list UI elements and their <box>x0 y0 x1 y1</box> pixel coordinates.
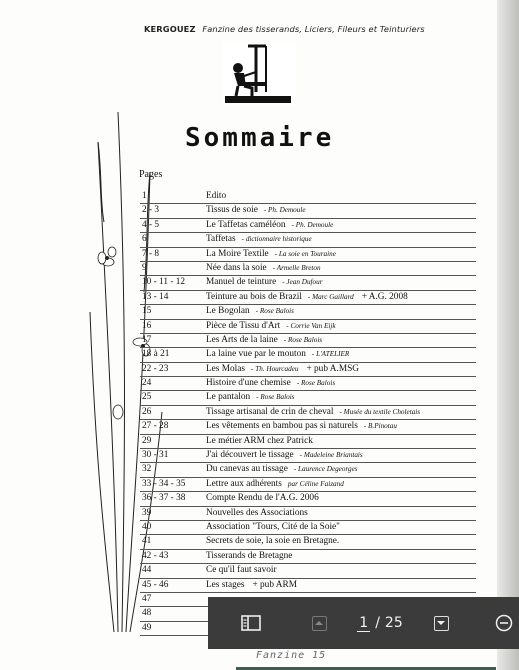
toc-page-number: 33 - 34 - 35 <box>142 478 186 489</box>
toc-entry-title: Tissage artisanal de crin de cheval <box>206 406 334 417</box>
pdf-viewer-toolbar <box>208 597 519 649</box>
table-of-contents <box>140 190 476 636</box>
toc-entry-title: Manuel de teinture <box>206 277 277 288</box>
toc-entry-title: Du canevas au tissage <box>206 464 288 475</box>
toc-page-number: 15 <box>142 306 152 317</box>
toc-row <box>140 521 476 535</box>
toc-entry-title: Association "Tours, Cité de la Soie" <box>206 521 340 532</box>
toc-row <box>140 320 476 334</box>
toc-entry-title: La laine vue par le mouton <box>206 349 306 360</box>
toc-entry-author: - Rose Balois <box>296 379 336 388</box>
toc-entry-title: J'ai découvert le tissage <box>206 450 294 461</box>
toc-entry <box>206 507 308 520</box>
toc-entry-author: - Jean Dufour <box>282 278 323 287</box>
toc-page-number: 9 <box>142 262 147 273</box>
toc-page-number: 29 <box>142 435 152 446</box>
toc-row <box>140 262 476 276</box>
toc-row <box>140 463 476 477</box>
toc-row <box>140 391 476 405</box>
toc-entry-author: - Ph. Demoule <box>291 220 334 229</box>
toc-row <box>140 334 476 348</box>
toc-entry-author: - Rose Balois <box>256 393 295 402</box>
toc-entry <box>206 363 359 376</box>
toc-entry-extra: + pub A.MSG <box>306 363 359 374</box>
toc-entry <box>206 550 292 563</box>
toc-row <box>140 348 476 362</box>
toc-page-number: 17 <box>142 334 152 345</box>
zoom-out-button[interactable] <box>492 597 516 649</box>
toc-entry-title: Histoire d'une chemise <box>206 378 291 389</box>
toc-entry-title: Les vêtements en bambou pas si naturels <box>206 421 358 432</box>
toc-page-number: 30 - 31 <box>142 450 169 461</box>
toc-entry <box>206 320 336 333</box>
toc-page-number: 22 - 23 <box>142 363 169 374</box>
toc-entry <box>206 190 226 203</box>
toc-entry <box>206 334 322 347</box>
toc-entry <box>206 521 340 534</box>
toc-entry <box>206 535 339 548</box>
toc-entry-title: Ce qu'il faut savoir <box>206 565 277 576</box>
toc-entry <box>206 449 363 462</box>
toc-row <box>140 507 476 521</box>
toc-page-number: 6 <box>142 234 147 245</box>
toc-row <box>140 492 476 506</box>
toc-row <box>140 535 476 549</box>
toc-entry-author: - Rose Balois <box>255 307 294 316</box>
toc-page-number: 48 <box>142 608 152 619</box>
toc-row <box>140 478 476 492</box>
toc-page-number: 49 <box>142 622 152 633</box>
toc-entry-author: - L'ATELIER <box>311 350 350 359</box>
toc-entry <box>206 276 323 289</box>
toc-row <box>140 233 476 247</box>
toc-page-number: 26 <box>142 406 152 417</box>
toc-entry-author: - Corrie Van Eijk <box>286 321 336 330</box>
toc-row <box>140 204 476 218</box>
toc-page-number: 7 - 8 <box>142 248 160 259</box>
toc-entry <box>206 348 349 361</box>
toc-entry <box>206 478 344 491</box>
toc-page-number: 13 - 14 <box>142 291 169 302</box>
toc-page-number: 36 - 37 - 38 <box>142 493 186 504</box>
toc-page-number: 45 - 46 <box>142 579 169 590</box>
toc-entry-title: Nouvelles des Associations <box>206 507 308 518</box>
page-edge-shadow <box>497 0 519 670</box>
page-indicator <box>351 597 409 649</box>
toc-entry-title: Tissus de soie <box>206 205 258 216</box>
zoom-out-icon <box>495 614 513 632</box>
chevron-up-icon <box>312 616 327 631</box>
fanzine-subtitle: Fanzine des tisserands, Liciers, Fileurs et Teinturiers <box>202 24 425 34</box>
toc-page-number: 41 <box>142 536 152 547</box>
toc-entry-author: - Marc Gaillard <box>307 292 354 301</box>
sidebar-toggle-button[interactable] <box>236 597 266 649</box>
current-page-input[interactable]: 1 <box>359 614 369 631</box>
toc-page-number: 39 <box>142 507 152 518</box>
toc-entry-title: Compte Rendu de l'A.G. 2006 <box>206 493 319 504</box>
toc-entry-title: Teinture au bois de Brazil <box>206 291 302 302</box>
toc-entry-author: - La soie en Touraine <box>274 249 336 258</box>
toc-page-number: 42 - 43 <box>142 550 169 561</box>
toc-page-number: 10 - 11 - 12 <box>142 277 186 288</box>
toc-entry <box>206 204 306 217</box>
toc-entry-title: Taffetas <box>206 234 236 245</box>
toc-entry-author: - Th. Hourcadeu <box>251 364 299 373</box>
toc-entry-title: Pièce de Tissu d'Art <box>206 320 281 331</box>
toc-entry <box>206 579 297 592</box>
toc-entry-title: Les Arts de la laine <box>206 334 278 345</box>
toc-page-number: 2 - 3 <box>142 205 160 216</box>
toc-entry-extra: + A.G. 2008 <box>361 291 408 302</box>
toc-row <box>140 579 476 593</box>
toc-row <box>140 291 476 305</box>
toc-page-number: 4 - 5 <box>142 219 160 230</box>
previous-page-button[interactable] <box>308 597 330 649</box>
toc-entry-author: - Ph. Demoule <box>263 206 306 215</box>
toc-entry-title: Tisserands de Bretagne <box>206 550 293 561</box>
toc-entry <box>206 377 335 390</box>
toc-row <box>140 449 476 463</box>
toc-entry-author: - Madeleine Briantais <box>299 451 363 460</box>
toc-entry-author: - Musée du textile Choletais <box>339 407 421 416</box>
next-page-button[interactable] <box>430 597 452 649</box>
toc-entry <box>206 291 408 304</box>
toc-entry-title: Le Bogolan <box>206 306 250 317</box>
toc-entry-extra: + pub ARM <box>252 579 297 590</box>
toc-page-number: 18 à 21 <box>142 349 170 360</box>
toc-entry-title: Le pantalon <box>206 392 251 403</box>
toc-row <box>140 550 476 564</box>
toc-entry <box>206 262 321 275</box>
toc-row <box>140 435 476 449</box>
toc-entry-title: Les Molas <box>206 363 245 374</box>
toc-entry-title: Le métier ARM chez Patrick <box>206 435 313 446</box>
toc-entry <box>206 463 358 476</box>
toc-entry <box>206 435 313 448</box>
toc-entry-author: - B.Pinotau <box>363 422 397 431</box>
weaver-logo <box>222 42 296 106</box>
toc-row <box>140 248 476 262</box>
toc-entry <box>206 406 420 419</box>
toc-entry <box>206 391 294 404</box>
fanzine-header <box>144 24 444 34</box>
toc-entry-title: Lettre aux adhérents <box>206 478 282 489</box>
total-pages: 25 <box>384 615 403 631</box>
toc-row <box>140 564 476 578</box>
toc-entry <box>206 248 336 261</box>
sidebar-toggle-icon <box>241 615 261 631</box>
toc-row <box>140 377 476 391</box>
toc-page-number: 24 <box>142 378 152 389</box>
toc-page-number: 27 - 28 <box>142 421 169 432</box>
toc-page-number: 25 <box>142 392 152 403</box>
toc-page-number: 40 <box>142 521 152 532</box>
toc-entry-author: par Céline Faizand <box>287 479 344 488</box>
toc-entry-author: - Laurence Degeorges <box>293 465 358 474</box>
toc-entry-title: Secrets de soie, la soie en Bretagne. <box>206 536 340 547</box>
toc-entry-author: - dictionnaire historique <box>241 235 312 244</box>
toc-entry-title: Née dans la soie <box>206 262 267 273</box>
toc-page-number: 44 <box>142 565 152 576</box>
toc-page-number: 47 <box>142 593 152 604</box>
toc-page-number: 1 <box>142 191 147 201</box>
toc-row <box>140 406 476 420</box>
toc-entry-author: - Rose Balois <box>283 335 323 344</box>
toc-page-number: 16 <box>142 320 152 331</box>
toc-entry-title: Edito <box>206 191 227 201</box>
toc-entry-title: Les stages <box>206 579 245 590</box>
footer-fanzine-number: Fanzine 15 <box>256 650 327 661</box>
toc-entry <box>206 564 277 577</box>
toc-entry <box>206 305 294 318</box>
toc-row <box>140 276 476 290</box>
toc-page-number: 32 <box>142 464 152 475</box>
toc-entry-title: Le Taffetas caméléon <box>206 219 286 230</box>
page-title: Sommaire <box>185 123 335 153</box>
fanzine-brand: KERGOUEZ <box>144 24 196 34</box>
toc-row <box>140 219 476 233</box>
pages-column-label: Pages <box>139 169 163 180</box>
toc-row <box>140 305 476 319</box>
toc-entry-title: La Moire Textile <box>206 248 269 259</box>
toc-row <box>140 363 476 377</box>
toc-entry <box>206 420 397 433</box>
toc-entry <box>206 492 319 505</box>
toc-entry-author: - Armelle Breton <box>272 263 321 272</box>
toc-row <box>140 420 476 434</box>
toc-row <box>140 190 476 204</box>
toc-entry <box>206 233 312 246</box>
chevron-down-icon <box>434 616 449 631</box>
page-separator: / <box>375 615 380 631</box>
toc-entry <box>206 219 333 232</box>
